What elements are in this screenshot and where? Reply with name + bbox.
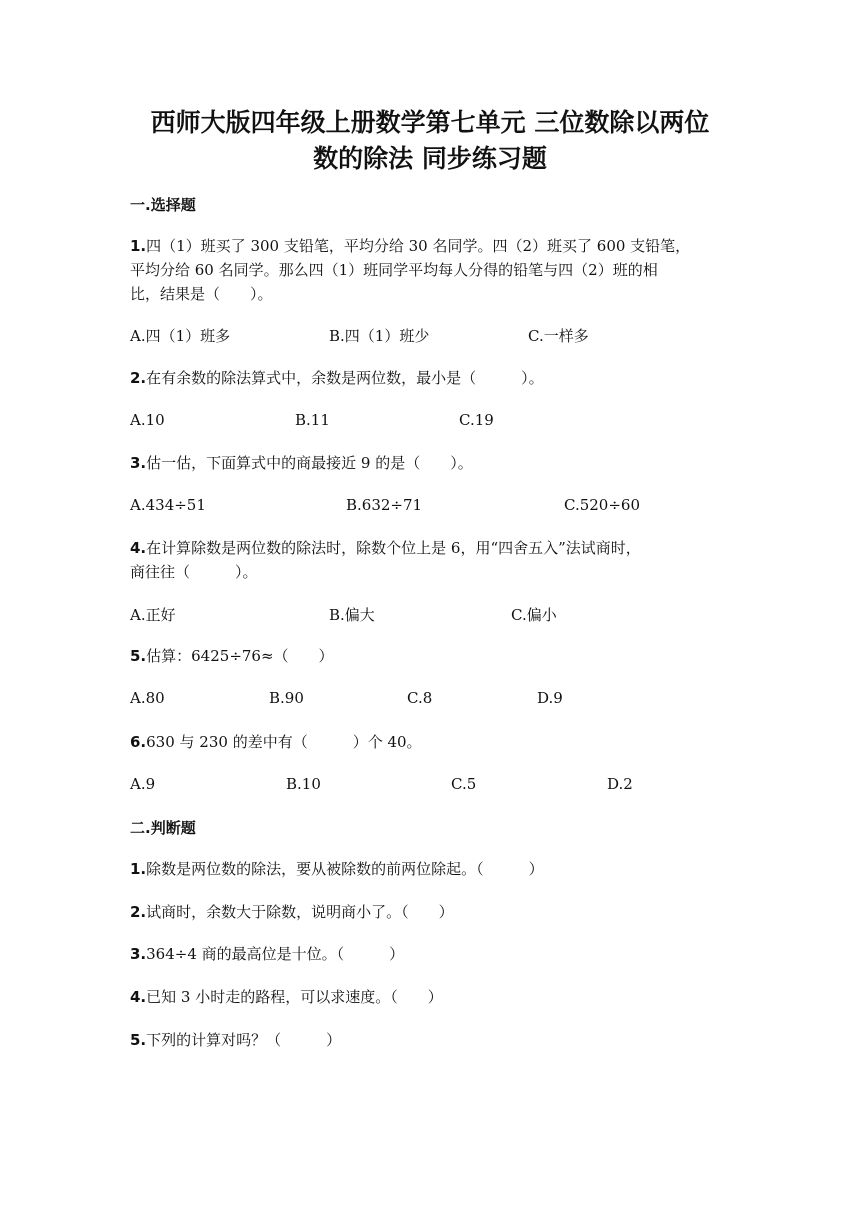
judge-question-3 [130,942,730,966]
judge-question-2 [130,900,730,924]
choice-option-c: C.8 [407,689,433,707]
question-number: 6. [130,733,147,751]
choice-question-5 [130,644,730,668]
choice-option-b: B.90 [269,689,304,707]
choice-question-6 [130,730,730,754]
question-text-line: 630 与 230 的差中有（ ）个 40。 [146,733,422,751]
choice-option-c: C.一样多 [528,327,589,345]
choice-option-b: B.632÷71 [346,496,423,514]
question-text-line: 估一估，下面算式中的商最接近 9 的是（ ）。 [146,454,473,472]
choice-option-c: C.5 [451,775,477,793]
question-text: 除数是两位数的除法，要从被除数的前两位除起。（ ） [146,860,544,878]
question-number: 2. [130,903,147,921]
page-title-line1: 西师大版四年级上册数学第七单元 三位数除以两位 [150,108,710,137]
question-text-line: 商往往（ ）。 [130,563,258,581]
question-number: 3. [130,945,147,963]
choice-question-1 [130,234,730,306]
choice-option-c: C.偏小 [511,606,557,624]
question-number: 1. [130,860,147,878]
choice-question-2 [130,366,730,390]
question-number: 3. [130,454,147,472]
choice-option-a: A.正好 [130,606,176,624]
question-number: 1. [130,237,147,255]
question-text: 已知 3 小时走的路程，可以求速度。（ ） [146,988,443,1006]
question-number: 5. [130,1031,147,1049]
choice-option-c: C.19 [459,411,494,429]
judge-question-1 [130,857,730,881]
choice-option-b: B.偏大 [329,606,375,624]
choice-option-a: A.9 [130,775,156,793]
question-text-line: 比，结果是（ ）。 [130,285,273,303]
judge-question-5 [130,1028,730,1052]
question-text-line: 在计算除数是两位数的除法时，除数个位上是 6，用“四舍五入”法试商时， [146,539,641,557]
question-number: 4. [130,988,147,1006]
choice-option-a: A.四（1）班多 [130,327,231,345]
choice-option-d: D.9 [537,689,563,707]
question-number: 5. [130,647,147,665]
section-heading-choice: 一.选择题 [130,196,196,214]
question-number: 4. [130,539,147,557]
question-text-line: 在有余数的除法算式中，余数是两位数，最小是（ ）。 [146,369,544,387]
question-number: 2. [130,369,147,387]
page-title-line2: 数的除法 同步练习题 [313,144,547,173]
choice-option-a: A.434÷51 [130,496,206,514]
question-text-line: 平均分给 60 名同学。那么四（1）班同学平均每人分得的铅笔与四（2）班的相 [130,261,658,279]
question-text: 试商时，余数大于除数，说明商小了。（ ） [146,903,454,921]
choice-question-4 [130,536,730,584]
question-text: 下列的计算对吗？（ ） [146,1031,342,1049]
choice-option-d: D.2 [607,775,633,793]
choice-question-3 [130,451,730,475]
section-heading-judge: 二.判断题 [130,819,196,837]
choice-option-c: C.520÷60 [564,496,640,514]
question-text-line: 四（1）班买了 300 支铅笔，平均分给 30 名同学。四（2）班买了 600 支铅笔， [146,237,691,255]
judge-question-4 [130,985,730,1009]
choice-option-b: B.四（1）班少 [329,327,430,345]
choice-option-a: A.80 [130,689,165,707]
choice-option-b: B.10 [286,775,321,793]
question-text: 364÷4 商的最高位是十位。（ ） [146,945,405,963]
choice-option-a: A.10 [130,411,165,429]
choice-option-b: B.11 [295,411,330,429]
question-text-line: 估算：6425÷76≈（ ） [146,647,334,665]
